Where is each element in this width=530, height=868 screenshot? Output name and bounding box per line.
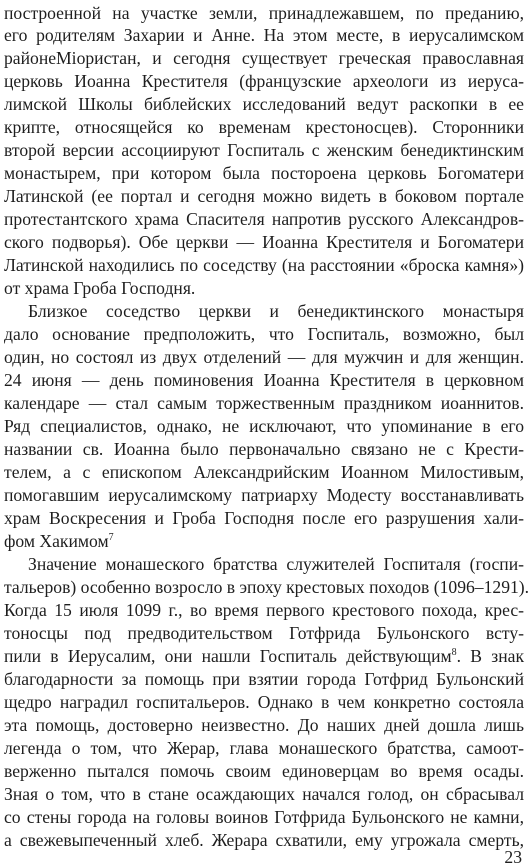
text-line-content: пили в Иерусалим, они нашли Госпиталь действующим xyxy=(4,646,452,666)
text-line: Значение монашеского братства служителей Госпиталя (госпи- xyxy=(28,554,524,574)
text-line: со стены города на головы воинов Готфрида Бульонского не камни, xyxy=(4,807,524,827)
text-line: крипте, относящейся ко временам крестоносцев). Сторонники xyxy=(4,117,524,137)
text-line xyxy=(4,645,524,667)
text-line: верженно пытался помочь своим единоверцам во время осады. xyxy=(4,761,524,781)
text-line: ского подворья). Обе церкви — Иоанна Крестителя и Богоматери xyxy=(4,232,524,252)
text-line: щедро наградил госпитальеров. Однако в чем конкретно состояла xyxy=(4,692,524,712)
footnote-marker: 7 xyxy=(108,532,114,544)
text-line-content: . В знак xyxy=(456,646,525,666)
text-line: его родителям Захарии и Анне. На этом месте, в иерусалимском xyxy=(4,25,524,45)
text-line: Зная о том, что в стане осаждающих начался голод, он сбрасывал xyxy=(4,784,524,804)
text-line: монастырем, при котором была постороена церковь Богоматери xyxy=(4,163,524,183)
text-line: протестантского храма Спасителя напротив русского Александров- xyxy=(4,209,524,229)
text-line: названии св. Иоанна было первоначально связано не с Крести- xyxy=(4,439,524,459)
text-line: благодарности за помощь при взятии города Готфрид Бульонский xyxy=(4,669,524,689)
text-line: церковь Иоанна Крестителя (французские археологи из иеруса- xyxy=(4,71,524,91)
text-line: легенда о том, что Жерар, глава монашеского братства, самоот- xyxy=(4,738,524,758)
text-line: календаре — стал самым торжественным праздником иоаннитов. xyxy=(4,393,524,413)
text-line: дало основание предположить, что Госпиталь, возможно, был xyxy=(4,324,524,344)
text-line: помогавшим иерусалимскому патриарху Модесту восстанавливать xyxy=(4,485,524,505)
text-line: а свежевыпеченный хлеб. Жерара схватили, ему угрожала смерть, xyxy=(4,830,524,850)
text-line: тоносцы под предводительством Готфрида Бульонского всту- xyxy=(4,623,524,643)
page-number: 23 xyxy=(504,847,522,867)
text-line-content: фом Хакимом xyxy=(4,531,109,551)
text-line: построенной на участке земли, принадлежавшем, по преданию, xyxy=(4,3,524,23)
text-line: эта помощь, достоверно неизвестно. До наших дней дошла лишь xyxy=(4,715,524,735)
footnote-marker: 8 xyxy=(451,647,457,659)
text-line: 24 июня — день поминовения Иоанна Крестителя в церковном xyxy=(4,370,524,390)
text-line: один, но состоял из двух отделений — для мужчин и для женщин. xyxy=(4,347,524,367)
text-line: Латинской (ее портал и сегодня можно видеть в боковом портале xyxy=(4,186,524,206)
text-line: второй версии ассоциируют Госпиталь с женским бенедиктинским xyxy=(4,140,524,160)
book-page xyxy=(4,0,530,868)
text-line: районеМіористан, и сегодня существует греческая православная xyxy=(4,48,524,68)
text-line: тальеров) особенно возросло в эпоху крестовых походов (1096–1291). xyxy=(4,577,530,597)
text-line: Близкое соседство церкви и бенедиктинского монастыря xyxy=(28,301,524,321)
text-line: лимской Школы библейских исследований ведут раскопки в ее xyxy=(4,94,524,114)
text-line: от храма Гроба Господня. xyxy=(4,278,196,298)
text-line: Когда 15 июля 1099 г., во время первого крестового похода, крес- xyxy=(4,600,524,620)
text-line: Ряд специалистов, однако, не исключают, что упоминание в его xyxy=(4,416,524,436)
text-line: храм Воскресения и Гроба Господня после его разрушения хали- xyxy=(4,508,524,528)
text-line xyxy=(4,530,524,552)
text-line: Латинской находились по соседству (на расстоянии «броска камня») xyxy=(4,255,524,275)
text-line: телем, а с епископом Александрийским Иоанном Милостивым, xyxy=(4,462,524,482)
